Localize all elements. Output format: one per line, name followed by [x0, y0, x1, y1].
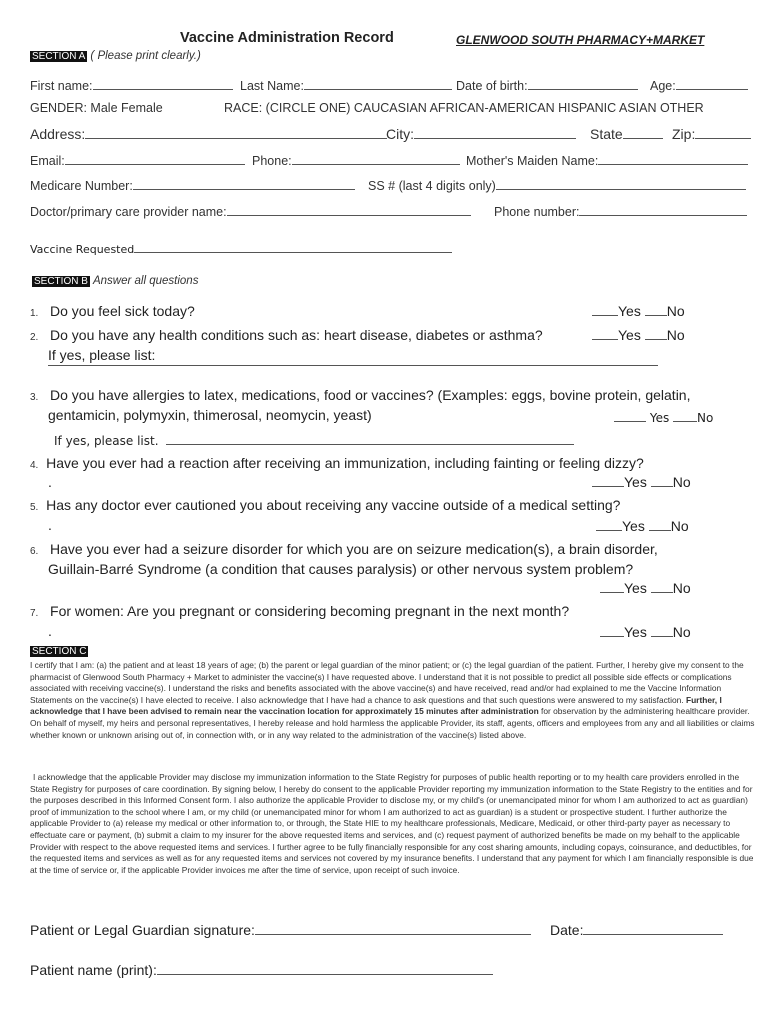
question-3-answer[interactable]: [614, 409, 713, 425]
question-3-list-line[interactable]: [166, 432, 574, 445]
yes-blank[interactable]: [592, 327, 618, 340]
signature-field[interactable]: [30, 922, 531, 938]
question-2-list-label: If yes, please list:: [48, 347, 156, 363]
question-2-text: Do you have any health conditions such as: heart disease, diabetes or asthma?: [50, 327, 543, 343]
section-b-tag: SECTION B: [34, 276, 88, 287]
zip-line[interactable]: [695, 126, 751, 139]
doctor-phone-field[interactable]: [494, 203, 747, 219]
question-4-answer[interactable]: [592, 474, 691, 490]
age-field[interactable]: [650, 77, 748, 93]
question-7-dot: .: [48, 623, 52, 639]
no-blank[interactable]: [651, 580, 673, 593]
last-name-label: Last Name:: [240, 79, 304, 93]
question-3-list-label: If yes, please list.: [54, 434, 159, 448]
question-number: 5.: [30, 502, 39, 513]
dob-field[interactable]: [456, 77, 638, 93]
yes-blank[interactable]: [600, 580, 624, 593]
no-label: No: [666, 327, 685, 343]
state-line[interactable]: [623, 126, 663, 139]
question-7-answer[interactable]: [600, 624, 691, 640]
doctor-line[interactable]: [227, 203, 471, 216]
yes-label: Yes: [624, 580, 647, 596]
section-b-subtitle: Answer all questions: [92, 275, 199, 287]
first-name-line[interactable]: [93, 77, 233, 90]
date-label: Date:: [550, 922, 584, 938]
address-label: Address:: [30, 126, 86, 142]
question-7: [30, 603, 569, 619]
age-label: Age:: [650, 79, 676, 93]
phone-field[interactable]: [252, 152, 460, 168]
question-5-dot: .: [48, 517, 52, 533]
zip-field[interactable]: [672, 126, 751, 142]
no-label: No: [670, 518, 689, 534]
medicare-field[interactable]: [30, 177, 355, 193]
consent-paragraph-1: [30, 660, 760, 741]
vaccine-requested-field[interactable]: [30, 240, 452, 256]
consent-para1-end: for observation by the administering healthcare provider. On behalf of myself, my heirs and personal representatives, I hereby release and hold harmless the applicable Provider, its staff, agents, officers and employees from any and all liabilities or claims whether known or unknown arising out of, in connection with, or in any way related to the administration of the vaccine(s) listed above.: [30, 706, 755, 740]
maiden-name-line[interactable]: [598, 152, 748, 165]
question-3-text: Do you have allergies to latex, medications, food or vaccines? (Examples: eggs, bovine protein, gelatin,: [50, 387, 691, 403]
question-1-answer[interactable]: [592, 303, 685, 319]
pharmacy-name: GLENWOOD SOUTH PHARMACY+MARKET: [456, 33, 705, 47]
question-3: [30, 387, 690, 403]
section-b-header: [32, 275, 198, 287]
no-blank[interactable]: [645, 327, 667, 340]
no-blank[interactable]: [651, 624, 673, 637]
phone-line[interactable]: [292, 152, 460, 165]
section-c-header: [30, 645, 88, 657]
no-label: No: [666, 303, 685, 319]
question-3-text-cont: gentamicin, polymyxin, thimerosal, neomycin, yeast): [48, 407, 372, 423]
no-blank[interactable]: [651, 474, 673, 487]
yes-label: Yes: [649, 411, 670, 425]
gender-field[interactable]: GENDER: Male Female: [30, 101, 163, 115]
question-6-text: Have you ever had a seizure disorder for which you are on seizure medication(s), a brain disorder,: [50, 541, 658, 557]
question-3-list[interactable]: [54, 432, 574, 448]
ssn-line[interactable]: [496, 177, 746, 190]
first-name-field[interactable]: [30, 77, 233, 93]
signature-label: Patient or Legal Guardian signature:: [30, 922, 255, 938]
age-line[interactable]: [676, 77, 748, 90]
yes-blank[interactable]: [614, 409, 646, 422]
phone-label: Phone:: [252, 154, 292, 168]
city-label: City:: [386, 126, 414, 142]
question-2: [30, 327, 543, 343]
doctor-label: Doctor/primary care provider name:: [30, 205, 227, 219]
address-field[interactable]: [30, 126, 387, 142]
section-a-subtitle: ( Please print clearly.): [90, 50, 201, 62]
yes-blank[interactable]: [592, 303, 618, 316]
yes-label: Yes: [624, 624, 647, 640]
print-name-field[interactable]: [30, 962, 493, 978]
form-title: Vaccine Administration Record: [180, 30, 394, 46]
doctor-phone-label: Phone number:: [494, 205, 580, 219]
address-line[interactable]: [85, 126, 387, 139]
no-blank[interactable]: [673, 409, 697, 422]
question-6: [30, 541, 658, 557]
question-2-list-line[interactable]: [48, 365, 658, 366]
question-5: [30, 497, 620, 513]
no-label: No: [697, 411, 714, 425]
section-c-tag: SECTION C: [32, 646, 87, 657]
question-7-text: For women: Are you pregnant or considering becoming pregnant in the next month?: [50, 603, 570, 619]
consent-para1-start: I certify that I am: (a) the patient and at least 18 years of age; (b) the parent or legal guardian of the minor patient; or (c) the legal guardian of the patient. Further, I hereby give my consent to the pharmacist of Glenwood South Pharmacy + Market to administer the vaccine(s) I have requested above. I understand that it is not possible to predict all possible side effects or complications associated with receiving vaccine(s). I understand the risks and benefits associated with the above vaccine(s) and have received, read and/or had explained to me the Vaccine Information Statements on the vaccine(s) I have elected to receive. I also acknowledge that I have had a chance to ask questions and that such questions were answered to my satisfaction.: [30, 660, 744, 705]
question-4-dot: .: [48, 474, 52, 490]
ssn-field[interactable]: [368, 177, 746, 193]
print-name-line[interactable]: [157, 962, 493, 975]
medicare-label: Medicare Number:: [30, 179, 133, 193]
doctor-field[interactable]: [30, 203, 471, 219]
no-blank[interactable]: [645, 303, 667, 316]
dob-line[interactable]: [528, 77, 638, 90]
no-label: No: [672, 580, 691, 596]
state-field[interactable]: [590, 126, 663, 142]
question-5-text: Has any doctor ever cautioned you about receiving any vaccine outside of a medical setting?: [46, 497, 621, 513]
maiden-name-label: Mother's Maiden Name:: [466, 154, 599, 168]
consent-paragraph-2: I acknowledge that the applicable Provider may disclose my immunization information to the State Registry for purposes of public health reporting or to my health care providers enrolled in the State Registry for purposes of care coordination. By signing below, I hereby do consent to the applicable Provider reporting my immunization information to the State Registry to the entities and for the purposes described in this Informed Consent form. I also authorize the applicable Provider to disclose my, or my child's (or unemancipated minor for whom I am authorized to act as guardian) proof of immunization to the school where I am, or my child (or unemancipated minor for whom I am authorized to act as guardian) is a student or prospective student. I further authorize the applicable Provider to (a) release my medical or other information to, or through, the State HIE to my healthcare professionals, Medicare, Medicaid, or other third-party payer as necessary to effectuate care or payment, (b) submit a claim to my insurer for the above requested items and services, and (c) request payment of authorized benefits be made on my behalf to the applicable Provider with respect to the above requested items and services. I further agree to be fully financially responsible for any cost sharing amounts, including copays, coinsurance, and deductibles, for the requested items and services as well as for any requested items and services not covered by my insurance benefits. I understand that any payment for which I am financially responsible is due at the time of service or, if the applicable Provider invoices me after the time of service, upon receipt of such invoice.: [30, 772, 754, 875]
section-a-tag: SECTION A: [32, 51, 86, 62]
signature-line[interactable]: [255, 922, 531, 935]
consent-para1-bold: Further, I acknowledge that I have been advised to remain near the vaccination location for approximately 15 minutes after administration: [30, 694, 722, 717]
question-4-text: Have you ever had a reaction after receiving an immunization, including fainting or feeling dizzy?: [46, 455, 644, 471]
question-4: [30, 455, 644, 471]
maiden-name-field[interactable]: [466, 152, 748, 168]
yes-label: Yes: [624, 474, 647, 490]
yes-label: Yes: [618, 303, 641, 319]
question-1: [30, 303, 195, 319]
date-line[interactable]: [583, 922, 723, 935]
question-number: 7.: [30, 608, 39, 619]
zip-label: Zip:: [672, 126, 696, 142]
question-6-answer[interactable]: [600, 580, 691, 596]
yes-blank[interactable]: [592, 474, 624, 487]
question-6-text-cont: Guillain-Barré Syndrome (a condition that causes paralysis) or other nervous system problem?: [48, 561, 634, 577]
dob-label: Date of birth:: [456, 79, 528, 93]
date-field[interactable]: [550, 922, 723, 938]
city-line[interactable]: [414, 126, 576, 139]
yes-blank[interactable]: [596, 518, 622, 531]
medicare-line[interactable]: [133, 177, 355, 190]
question-2-answer[interactable]: [592, 327, 685, 343]
question-5-answer[interactable]: [596, 518, 689, 534]
yes-label: Yes: [622, 518, 645, 534]
question-number: 3.: [30, 392, 39, 403]
no-label: No: [672, 624, 691, 640]
no-blank[interactable]: [649, 518, 671, 531]
last-name-field[interactable]: [240, 77, 452, 93]
ssn-label: SS # (last 4 digits only): [368, 179, 496, 193]
email-field[interactable]: [30, 152, 245, 168]
email-label: Email:: [30, 154, 65, 168]
yes-blank[interactable]: [600, 624, 624, 637]
question-number: 1.: [30, 308, 39, 319]
question-number: 4.: [30, 460, 39, 471]
yes-label: Yes: [618, 327, 641, 343]
state-label: State: [590, 126, 623, 142]
last-name-line[interactable]: [304, 77, 452, 90]
question-number: 6.: [30, 546, 39, 557]
vaccine-requested-label: Vaccine Requested: [30, 243, 135, 256]
city-field[interactable]: [386, 126, 576, 142]
section-a-header: [30, 50, 201, 62]
first-name-label: First name:: [30, 79, 93, 93]
vaccine-requested-line[interactable]: [134, 240, 452, 253]
question-number: 2.: [30, 332, 39, 343]
race-field[interactable]: RACE: (CIRCLE ONE) CAUCASIAN AFRICAN-AMERICAN HISPANIC ASIAN OTHER: [224, 101, 704, 115]
question-1-text: Do you feel sick today?: [50, 303, 195, 319]
no-label: No: [672, 474, 691, 490]
doctor-phone-line[interactable]: [579, 203, 747, 216]
print-name-label: Patient name (print):: [30, 962, 157, 978]
email-line[interactable]: [65, 152, 245, 165]
